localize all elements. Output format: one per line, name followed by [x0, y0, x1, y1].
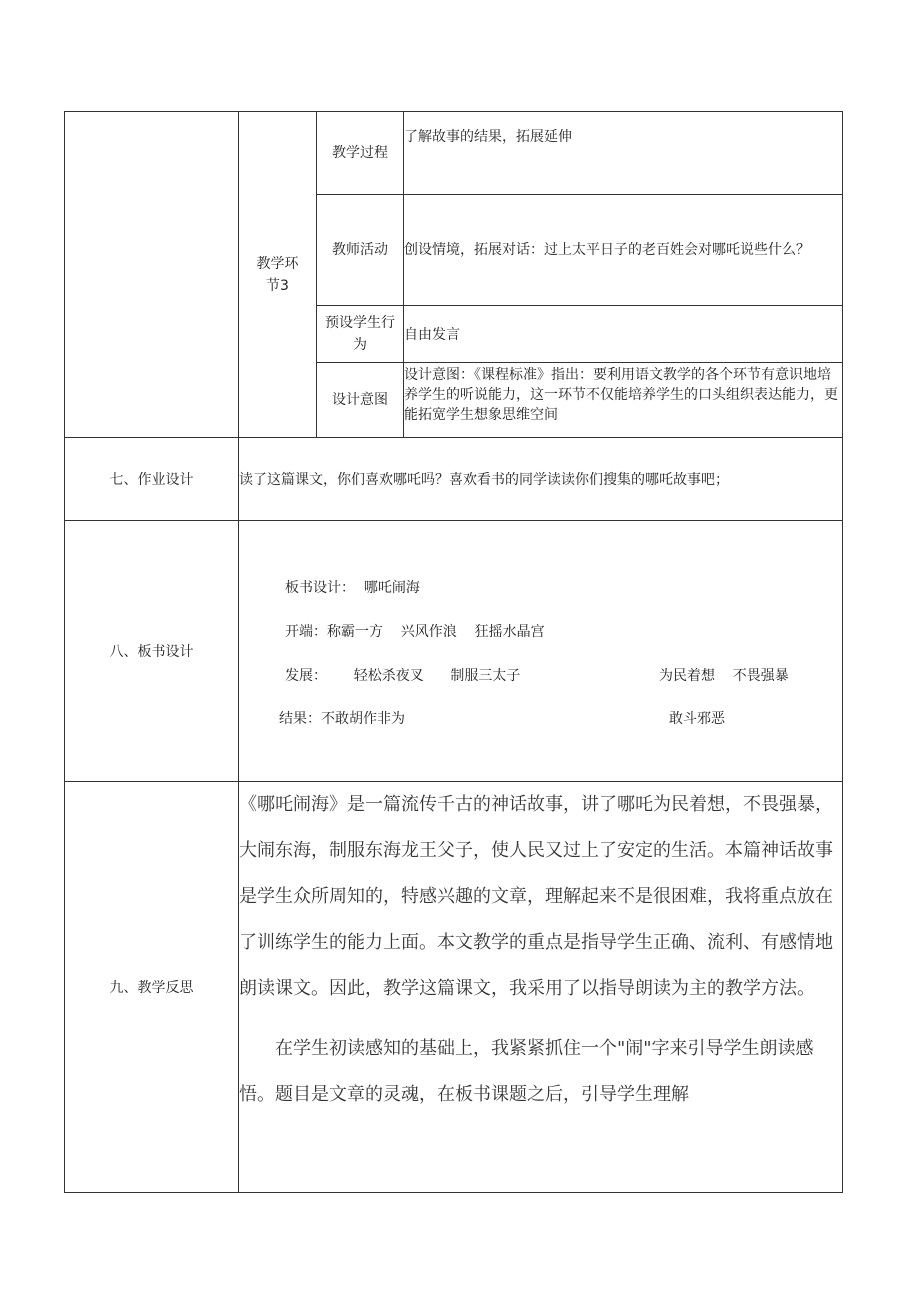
homework-value: 读了这篇课文，你们喜欢哪吒吗？喜欢看书的同学读读你们搜集的哪吒故事吧；	[239, 438, 843, 521]
board-line-development: 发展： 轻松杀夜叉 制服三太子	[285, 668, 521, 684]
board-line-result-right: 敢斗邪恶	[669, 711, 725, 727]
teaching-step-label-line1: 教学环	[256, 255, 299, 272]
blank-cell	[65, 112, 239, 438]
lesson-plan-table	[64, 111, 843, 1193]
teaching-step-label-line2: 节3	[266, 277, 289, 294]
student-behavior-value: 自由发言	[404, 306, 843, 363]
board-line-development-right: 为民着想 不畏强暴	[659, 668, 789, 684]
board-line-title: 板书设计： 哪吒闹海	[285, 580, 420, 596]
board-design-label: 八、板书设计	[65, 521, 239, 782]
row-reflection	[65, 782, 843, 1193]
student-behavior-label: 预设学生行为	[317, 306, 404, 363]
row-teaching-process	[65, 112, 843, 195]
homework-label: 七、作业设计	[65, 438, 239, 521]
reflection-paragraph-2: 在学生初读感知的基础上，我紧紧抓住一个"闹"字来引导学生朗读感悟。题目是文章的灵魂，在板书课题之后，引导学生理解	[239, 1038, 814, 1105]
reflection-paragraph-1: 《哪吒闹海》是一篇流传千古的神话故事，讲了哪吒为民着想，不畏强暴，大闹东海，制服东海龙王父子，使人民又过上了安定的生活。本篇神话故事是学生众所周知的，特感兴趣的文章，理解起来不是很困难，我将重点放在了训练学生的能力上面。本文教学的重点是指导学生正确、流利、有感情地朗读课文。因此，教学这篇课文，我采用了以指导朗读为主的教学方法。	[239, 794, 833, 999]
design-intent-label: 设计意图	[317, 363, 404, 438]
board-design-content	[239, 521, 843, 782]
process-label: 教学过程	[317, 112, 404, 195]
row-homework	[65, 438, 843, 521]
teacher-activity-label: 教师活动	[317, 195, 404, 306]
teaching-step-label	[239, 112, 317, 438]
board-line-result: 结果：不敢胡作非为	[279, 711, 405, 727]
design-intent-value: 设计意图：《课程标准》指出：要利用语文教学的各个环节有意识地培养学生的听说能力，这一环节不仅能培养学生的口头组织表达能力，更能拓宽学生想象思维空间	[404, 363, 843, 438]
board-line-opening: 开端：称霸一方 兴风作浪 狂摇水晶宫	[285, 624, 545, 640]
reflection-content	[239, 782, 843, 1193]
row-board-design	[65, 521, 843, 782]
teacher-activity-value: 创设情境，拓展对话：过上太平日子的老百姓会对哪吒说些什么？	[404, 195, 843, 306]
process-value: 了解故事的结果，拓展延伸	[404, 112, 843, 195]
reflection-label: 九、教学反思	[65, 782, 239, 1193]
